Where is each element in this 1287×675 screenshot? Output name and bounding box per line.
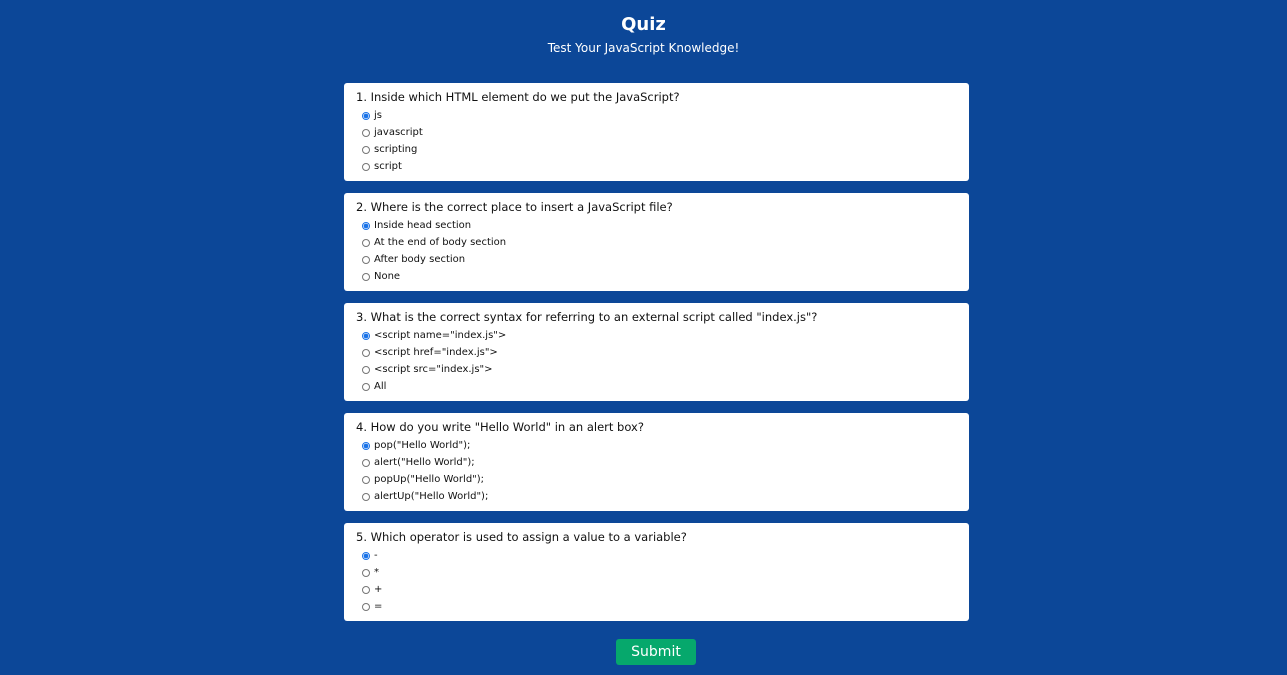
answer-radio[interactable] <box>362 603 370 611</box>
question-card <box>344 523 969 621</box>
answer-radio[interactable] <box>362 552 370 560</box>
answer-label: alert("Hello World"); <box>374 457 475 468</box>
answer-radio[interactable] <box>362 383 370 391</box>
answer-label: <script name="index.js"> <box>374 330 507 341</box>
answer-option[interactable] <box>356 378 957 395</box>
answer-option[interactable] <box>356 268 957 285</box>
submit-button[interactable]: Submit <box>616 639 696 665</box>
answer-radio[interactable] <box>362 569 370 577</box>
answer-radio[interactable] <box>362 163 370 171</box>
answer-option[interactable] <box>356 471 957 488</box>
answer-radio[interactable] <box>362 256 370 264</box>
question-card <box>344 303 969 401</box>
answer-label: pop("Hello World"); <box>374 440 471 451</box>
answer-radio[interactable] <box>362 476 370 484</box>
answer-radio[interactable] <box>362 112 370 120</box>
answer-radio[interactable] <box>362 332 370 340</box>
quiz-form <box>344 83 969 633</box>
question-card <box>344 413 969 511</box>
answer-radio[interactable] <box>362 442 370 450</box>
answer-option[interactable] <box>356 564 957 581</box>
answer-label: script <box>374 161 402 172</box>
answer-label: javascript <box>374 127 423 138</box>
answer-label: None <box>374 271 401 282</box>
answer-label: <script src="index.js"> <box>374 364 493 375</box>
page-subtitle: Test Your JavaScript Knowledge! <box>547 41 740 55</box>
answer-option[interactable] <box>356 234 957 251</box>
answer-label: js <box>374 110 382 121</box>
answer-radio[interactable] <box>362 349 370 357</box>
answer-label: + <box>374 584 383 595</box>
answer-option[interactable] <box>356 547 957 564</box>
question-text: 2. Where is the correct place to insert a JavaScript file? <box>356 200 673 214</box>
answer-option[interactable] <box>356 251 957 268</box>
answer-radio[interactable] <box>362 129 370 137</box>
answer-option[interactable] <box>356 361 957 378</box>
answer-label: Inside head section <box>374 220 472 231</box>
answer-option[interactable] <box>356 107 957 124</box>
answer-option[interactable] <box>356 141 957 158</box>
answer-label: At the end of body section <box>374 237 507 248</box>
answer-option[interactable] <box>356 488 957 505</box>
answer-label: All <box>374 381 387 392</box>
answer-radio[interactable] <box>362 239 370 247</box>
answer-radio[interactable] <box>362 586 370 594</box>
answer-option[interactable] <box>356 217 957 234</box>
answer-radio[interactable] <box>362 366 370 374</box>
question-text: 5. Which operator is used to assign a value to a variable? <box>356 530 687 544</box>
page-title: Quiz <box>621 14 666 35</box>
answer-label: popUp("Hello World"); <box>374 474 485 485</box>
answer-label: scripting <box>374 144 418 155</box>
answer-radio[interactable] <box>362 146 370 154</box>
question-text: 3. What is the correct syntax for referring to an external script called "index.js"? <box>356 310 818 324</box>
question-card <box>344 83 969 181</box>
answer-radio[interactable] <box>362 222 370 230</box>
answer-label: - <box>374 550 378 561</box>
answer-label: alertUp("Hello World"); <box>374 491 489 502</box>
answer-option[interactable] <box>356 327 957 344</box>
answer-option[interactable] <box>356 454 957 471</box>
answer-label: After body section <box>374 254 466 265</box>
answer-option[interactable] <box>356 124 957 141</box>
answer-option[interactable] <box>356 598 957 615</box>
question-text: 4. How do you write "Hello World" in an alert box? <box>356 420 644 434</box>
question-text: 1. Inside which HTML element do we put the JavaScript? <box>356 90 680 104</box>
answer-label: = <box>374 601 383 612</box>
answer-radio[interactable] <box>362 273 370 281</box>
answer-option[interactable] <box>356 581 957 598</box>
answer-radio[interactable] <box>362 493 370 501</box>
answer-label: <script href="index.js"> <box>374 347 498 358</box>
answer-option[interactable] <box>356 158 957 175</box>
answer-option[interactable] <box>356 344 957 361</box>
answer-label: * <box>374 567 379 578</box>
answer-radio[interactable] <box>362 459 370 467</box>
question-card <box>344 193 969 291</box>
answer-option[interactable] <box>356 437 957 454</box>
